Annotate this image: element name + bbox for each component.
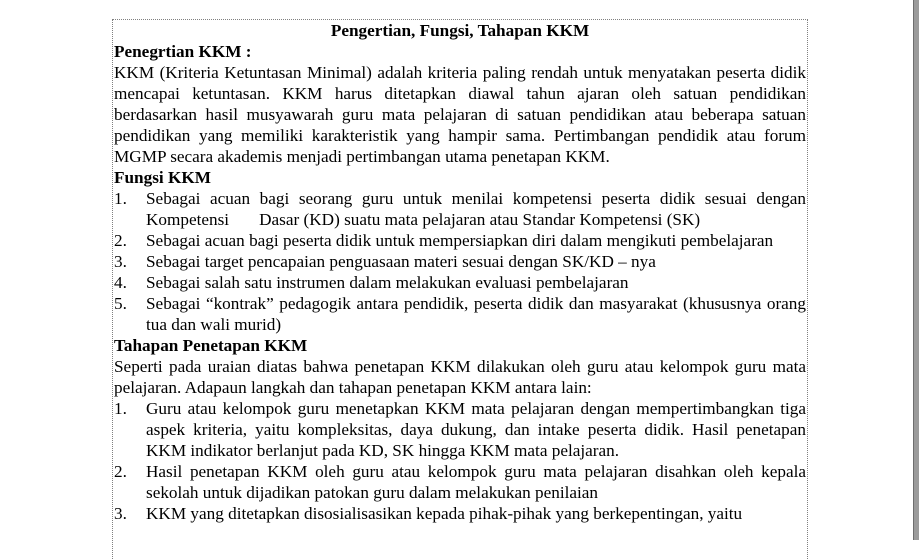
paragraph-tahapan: Seperti pada uraian diatas bahwa penetapan KKM dilakukan oleh guru atau kelompok guru mata pelajaran. Adapaun langkah dan tahapan penetapan KKM antara lain: <box>114 357 806 397</box>
list-item-text: Sebagai target pencapaian penguasaan materi sesuai dengan SK/KD – nya <box>146 252 656 271</box>
list-item <box>114 188 811 230</box>
list-item-text: Hasil penetapan KKM oleh guru atau kelompok guru mata pelajaran disahkan oleh kepala sekolah untuk dijadikan patokan guru dalam melakukan penilaian <box>146 462 806 502</box>
list-item-text: Sebagai “kontrak” pedagogik antara pendidik, peserta didik dan masyarakat (khususnya orang tua dan wali murid) <box>146 294 806 334</box>
list-item <box>114 503 806 524</box>
list-number: 4. <box>114 273 127 292</box>
list-item <box>114 461 806 503</box>
list-number: 1. <box>114 399 127 418</box>
paragraph-pengertian: KKM (Kriteria Ketuntasan Minimal) adalah kriteria paling rendah untuk menyatakan peserta didik mencapai ketuntasan. KKM harus ditetapkan diawal tahun ajaran oleh satuan pendidikan berdasarkan hasil musyawarah guru mata pelajaran di satuan pendidikan atau beberapa satuan pendidikan yang memiliki karakteristik yang hampir sama. Pertimbangan pendidik atau forum MGMP secara akademis menjadi pertimbangan utama penetapan KKM. <box>114 63 806 166</box>
list-number: 2. <box>114 462 127 481</box>
section-heading-tahapan: Tahapan Penetapan KKM <box>114 336 308 355</box>
window-edge <box>913 0 919 540</box>
section-heading-pengertian: Penegrtian KKM : <box>114 42 252 61</box>
section-heading-fungsi: Fungsi KKM <box>114 168 211 187</box>
document-title: Pengertian, Fungsi, Tahapan KKM <box>330 21 590 40</box>
list-item <box>114 293 806 335</box>
list-item-text: Sebagai acuan bagi peserta didik untuk mempersiapkan diri dalam mengikuti pembelajaran <box>146 231 774 250</box>
list-item-text: Guru atau kelompok guru menetapkan KKM mata pelajaran dengan mempertimbangkan tiga aspek kriteria, yaitu kompleksitas, daya dukung, dan intake peserta didik. Hasil penetapan KKM indikator berlanjut pada KD, SK hingga KKM mata pelajaran. <box>146 399 806 460</box>
list-item <box>114 272 806 293</box>
list-tahapan <box>114 398 806 524</box>
list-number: 3. <box>114 252 127 271</box>
list-item <box>114 251 806 272</box>
list-item-text: Sebagai salah satu instrumen dalam melakukan evaluasi pembelajaran <box>146 273 629 292</box>
list-number: 3. <box>114 504 127 523</box>
list-number: 5. <box>114 294 127 313</box>
list-number: 2. <box>114 231 127 250</box>
list-number: 1. <box>114 189 127 208</box>
list-item <box>114 230 806 251</box>
list-item <box>114 398 806 461</box>
list-item-text: KKM yang ditetapkan disosialisasikan kepada pihak-pihak yang berkepentingan, yaitu <box>146 504 743 523</box>
list-fungsi <box>114 188 811 335</box>
document-page <box>112 19 811 559</box>
list-item-text: Sebagai acuan bagi seorang guru untuk menilai kompetensi peserta didik sesuai dengan Kompetensi Dasar (KD) suatu mata pelajaran atau Standar Kompetensi (SK) <box>146 189 811 229</box>
